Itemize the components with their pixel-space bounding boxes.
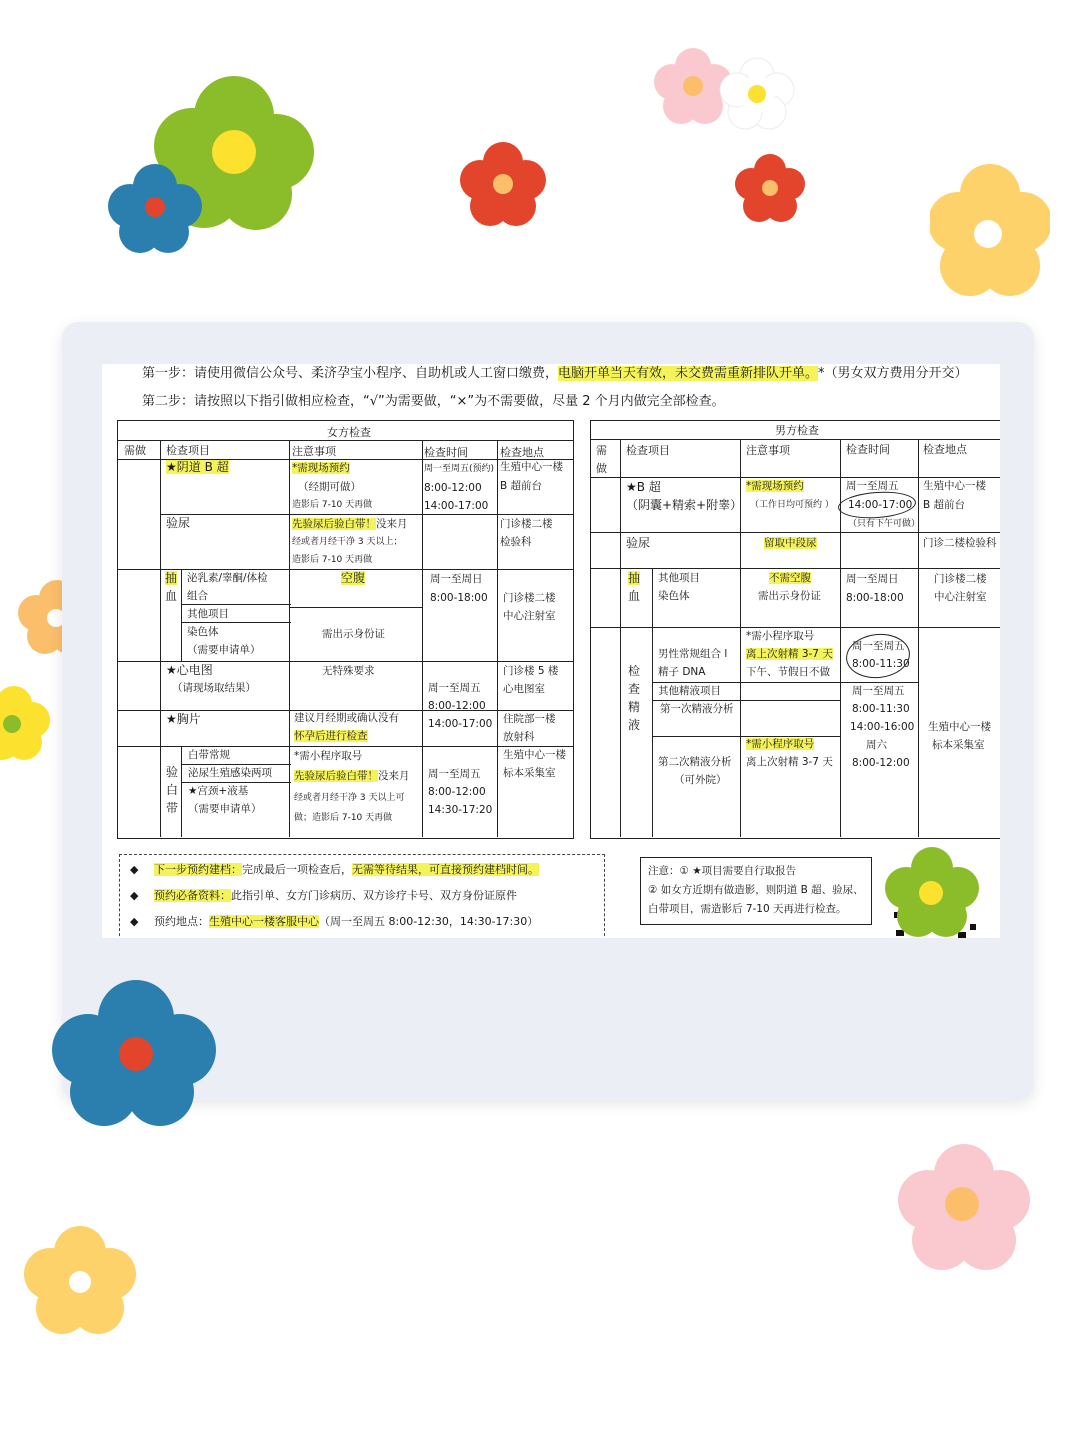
- group-blood-2: 血: [165, 589, 178, 603]
- place-ecg-room: 心电图室: [503, 683, 545, 695]
- note-midstream-urine: 留取中段尿: [764, 537, 817, 549]
- header-need-1: 需: [596, 444, 607, 457]
- note-miniprogram-ticket: *需小程序取号: [294, 750, 363, 762]
- item-infection-two: 泌尿生殖感染两项: [188, 767, 272, 779]
- place-outpatient-5f: 门诊楼 5 楼: [503, 665, 559, 677]
- group-blood-1: 抽: [628, 571, 641, 585]
- time-afternoon: 14:00-17:00: [848, 499, 913, 511]
- note-urine-first: 先验尿后验白带！没来月: [294, 770, 410, 782]
- place-outpatient-2f: 门诊楼二楼: [500, 518, 553, 530]
- yellow-flower-icon: [24, 1224, 136, 1336]
- note-after-imaging: 造影后 7-10 天再做: [292, 500, 373, 510]
- header-place: 检查地点: [500, 446, 544, 459]
- yellow-flower-icon: [930, 162, 1050, 302]
- note-show-id: 需出示身份证: [322, 628, 385, 640]
- white-flower-icon: [718, 56, 796, 132]
- place-lab: 检验科: [500, 536, 532, 548]
- note-abstinence-days: 离上次射精 3-7 天: [746, 756, 833, 768]
- footer-location: 预约地点：生殖中心一楼客服中心（周一至周五 8:00-12:30，14:30-17:30）: [154, 915, 539, 928]
- time-weekdays-booking: 周一至周五(预约): [424, 464, 495, 474]
- time-everyday: 周一至周日: [846, 573, 899, 585]
- place-ultrasound-desk: B 超前台: [500, 480, 543, 492]
- time-afternoon: 14:00-17:00: [428, 718, 493, 730]
- note-period-or-not-pregnant: 建议月经期或确认没有: [294, 712, 399, 724]
- place-injection-room: 中心注射室: [934, 591, 987, 603]
- note-line-2: ② 如女方近期有做造影，则阴道 B 超、验尿、: [648, 884, 864, 896]
- time-saturday: 周六: [866, 739, 887, 751]
- note-line-1: 注意：① ★项目需要自行取报告: [648, 865, 797, 877]
- place-reproductive-center: 生殖中心一楼: [500, 461, 563, 473]
- header-place: 检查地点: [923, 443, 967, 456]
- group-semen-3: 精: [628, 700, 641, 714]
- time-morning: 8:00-12:00: [428, 700, 486, 712]
- yellow-flower-icon: [0, 684, 50, 764]
- exam-guide-document: [102, 364, 1000, 938]
- item-ecg-result: （请现场取结果）: [172, 682, 256, 694]
- red-flower-icon: [458, 140, 548, 230]
- bullet-icon: ◆: [130, 863, 139, 876]
- header-need: 需做: [124, 444, 146, 457]
- group-blood-2: 血: [628, 589, 641, 603]
- item-chromosome: 染色体: [658, 590, 690, 602]
- item-chromosome: 染色体: [187, 626, 219, 638]
- footer-next-step: 下一步预约建档：完成最后一项检查后，无需等待结果，可直接预约建档时间。: [154, 863, 539, 876]
- time-afternoon-only: （只有下午可做）: [848, 519, 921, 529]
- note-onsite-booking: *需现场预约: [292, 462, 350, 474]
- item-combo: 组合: [187, 590, 208, 602]
- time-everyday: 周一至周日: [430, 573, 483, 585]
- note-after-pregnancy-check: 怀孕后进行检查: [294, 730, 368, 742]
- place-sample-room: 标本采集室: [932, 739, 985, 751]
- place-reproductive-center: 生殖中心一楼: [923, 480, 986, 492]
- item-need-form: （需要申请单）: [188, 803, 262, 815]
- time-afternoon: 14:00-16:00: [850, 721, 915, 733]
- pink-flower-icon: [898, 1142, 1030, 1272]
- header-time: 检查时间: [424, 446, 468, 459]
- note-weekday-booking: （工作日均可预约 ）: [750, 500, 834, 510]
- red-flower-icon: [734, 152, 806, 226]
- place-reproductive-center: 生殖中心一楼: [928, 721, 991, 733]
- step-two: 第二步：请按照以下指引做相应检查，“√”为需要做，“×”为不需要做，尽量 2 个月内做完全部检查。: [142, 394, 725, 409]
- item-other-semen: 其他精液项目: [658, 685, 721, 697]
- item-ecg: ★心电图: [166, 663, 213, 677]
- note-no-requirement: 无特殊要求: [322, 665, 375, 677]
- item-urine-test: 验尿: [166, 516, 191, 530]
- time-weekdays: 周一至周五: [846, 480, 899, 492]
- time-morning: 8:00-11:30: [852, 703, 910, 715]
- note-no-afternoon-holiday: 下午、节假日不做: [746, 666, 830, 678]
- item-scrotum-detail: （阴囊+精索+附睾）: [626, 498, 743, 512]
- place-inpatient-1f: 住院部一楼: [503, 713, 556, 725]
- place-ultrasound-desk: B 超前台: [923, 499, 966, 511]
- header-note: 注意事项: [292, 445, 336, 458]
- item-need-form: （需要申请单）: [187, 644, 261, 656]
- place-sample-room: 标本采集室: [503, 767, 556, 779]
- step-one: 第一步：请使用微信公众号、柔济孕宝小程序、自助机或人工窗口缴费，电脑开单当天有效，未交费需重新排队开单。*（男女双方费用分开交）: [142, 366, 968, 381]
- group-semen-4: 液: [628, 718, 641, 732]
- item-prolactin: 泌乳素/睾酮/体检: [187, 572, 268, 584]
- time-morning: 8:00-12:00: [428, 786, 486, 798]
- time-morning: 8:00-11:30: [852, 658, 910, 670]
- group-leucorrhea-1: 验: [166, 765, 179, 779]
- header-time: 检查时间: [846, 443, 890, 456]
- bullet-icon: ◆: [130, 915, 139, 928]
- note-miniprogram-ticket: *需小程序取号: [746, 738, 815, 750]
- blue-flower-icon: [50, 978, 220, 1128]
- note-period-clean: 经或者月经干净 3 天以上；: [292, 537, 403, 547]
- time-saturday-morning: 8:00-12:00: [852, 757, 910, 769]
- place-outpatient-2f: 门诊楼二楼: [503, 592, 556, 604]
- time-afternoon: 14:00-17:00: [424, 500, 489, 512]
- bullet-icon: ◆: [130, 889, 139, 902]
- note-fasting: 空腹: [341, 571, 366, 585]
- item-other-hospital-ok: （可外院）: [674, 774, 727, 786]
- header-note: 注意事项: [746, 444, 790, 457]
- blue-flower-icon: [108, 162, 202, 254]
- item-other: 其他项目: [658, 572, 700, 584]
- note-period-clean: 经或者月经干净 3 天以上可: [294, 793, 405, 803]
- place-outpatient-2f: 门诊楼二楼: [934, 573, 987, 585]
- note-no-fasting: 不需空腹: [769, 572, 811, 584]
- group-leucorrhea-2: 白: [166, 783, 179, 797]
- time-weekdays: 周一至周五: [852, 640, 905, 652]
- item-first-semen-analysis: 第一次精液分析: [660, 703, 734, 715]
- item-second-semen-analysis: 第二次精液分析: [658, 756, 732, 768]
- footer-materials: 预约必备资料：此指引单、女方门诊病历、双方诊疗卡号、双方身份证原件: [154, 889, 517, 902]
- item-urine-test: 验尿: [626, 536, 651, 550]
- note-abstinence-days: 离上次射精 3-7 天: [746, 648, 833, 660]
- note-after-imaging: 造影后 7-10 天再做: [292, 555, 373, 565]
- time-morning: 8:00-12:00: [424, 482, 482, 494]
- note-after-imaging: 做；造影后 7-10 天再做: [294, 813, 393, 823]
- green-flower-icon: [884, 846, 980, 938]
- place-injection-room: 中心注射室: [503, 610, 556, 622]
- female-table-title: 女方检查: [327, 426, 371, 439]
- header-need-2: 做: [596, 462, 607, 475]
- note-show-id: 需出示身份证: [758, 590, 821, 602]
- item-male-routine: 男性常规组合 l: [658, 648, 728, 660]
- time-all-day: 8:00-18:00: [430, 592, 488, 604]
- group-semen-1: 检: [628, 664, 641, 678]
- time-weekdays: 周一至周五: [428, 768, 481, 780]
- note-miniprogram-ticket: *需小程序取号: [746, 630, 815, 642]
- group-blood-1: 抽: [165, 571, 178, 585]
- time-weekdays: 周一至周五: [852, 685, 905, 697]
- item-vaginal-ultrasound: ★阴道 B 超: [166, 460, 229, 474]
- place-reproductive-center: 生殖中心一楼: [503, 749, 566, 761]
- header-item: 检查项目: [166, 444, 210, 457]
- time-weekdays: 周一至周五: [428, 682, 481, 694]
- group-semen-2: 查: [628, 682, 641, 696]
- note-period-ok: （经期可做）: [298, 481, 361, 493]
- time-afternoon: 14:30-17:20: [428, 804, 493, 816]
- group-leucorrhea-3: 带: [166, 801, 179, 815]
- place-radiology: 放射科: [503, 731, 535, 743]
- header-item: 检查项目: [626, 444, 670, 457]
- item-scrotal-ultrasound: ★B 超: [626, 480, 661, 494]
- place-lab: 门诊二楼检验科: [923, 537, 997, 549]
- male-table-title: 男方检查: [775, 424, 819, 437]
- item-cervical: ★宫颈+液基: [188, 785, 249, 797]
- note-onsite-booking: *需现场预约: [746, 480, 804, 492]
- time-all-day: 8:00-18:00: [846, 592, 904, 604]
- item-other: 其他项目: [187, 608, 229, 620]
- note-line-3: 白带项目，需造影后 7-10 天再进行检查。: [648, 903, 847, 915]
- item-leucorrhea-routine: 白带常规: [188, 749, 230, 761]
- item-chest-xray: ★胸片: [166, 712, 201, 726]
- note-urine-first: 先验尿后验白带！没来月: [292, 518, 408, 530]
- item-sperm-dna: 精子 DNA: [658, 666, 706, 678]
